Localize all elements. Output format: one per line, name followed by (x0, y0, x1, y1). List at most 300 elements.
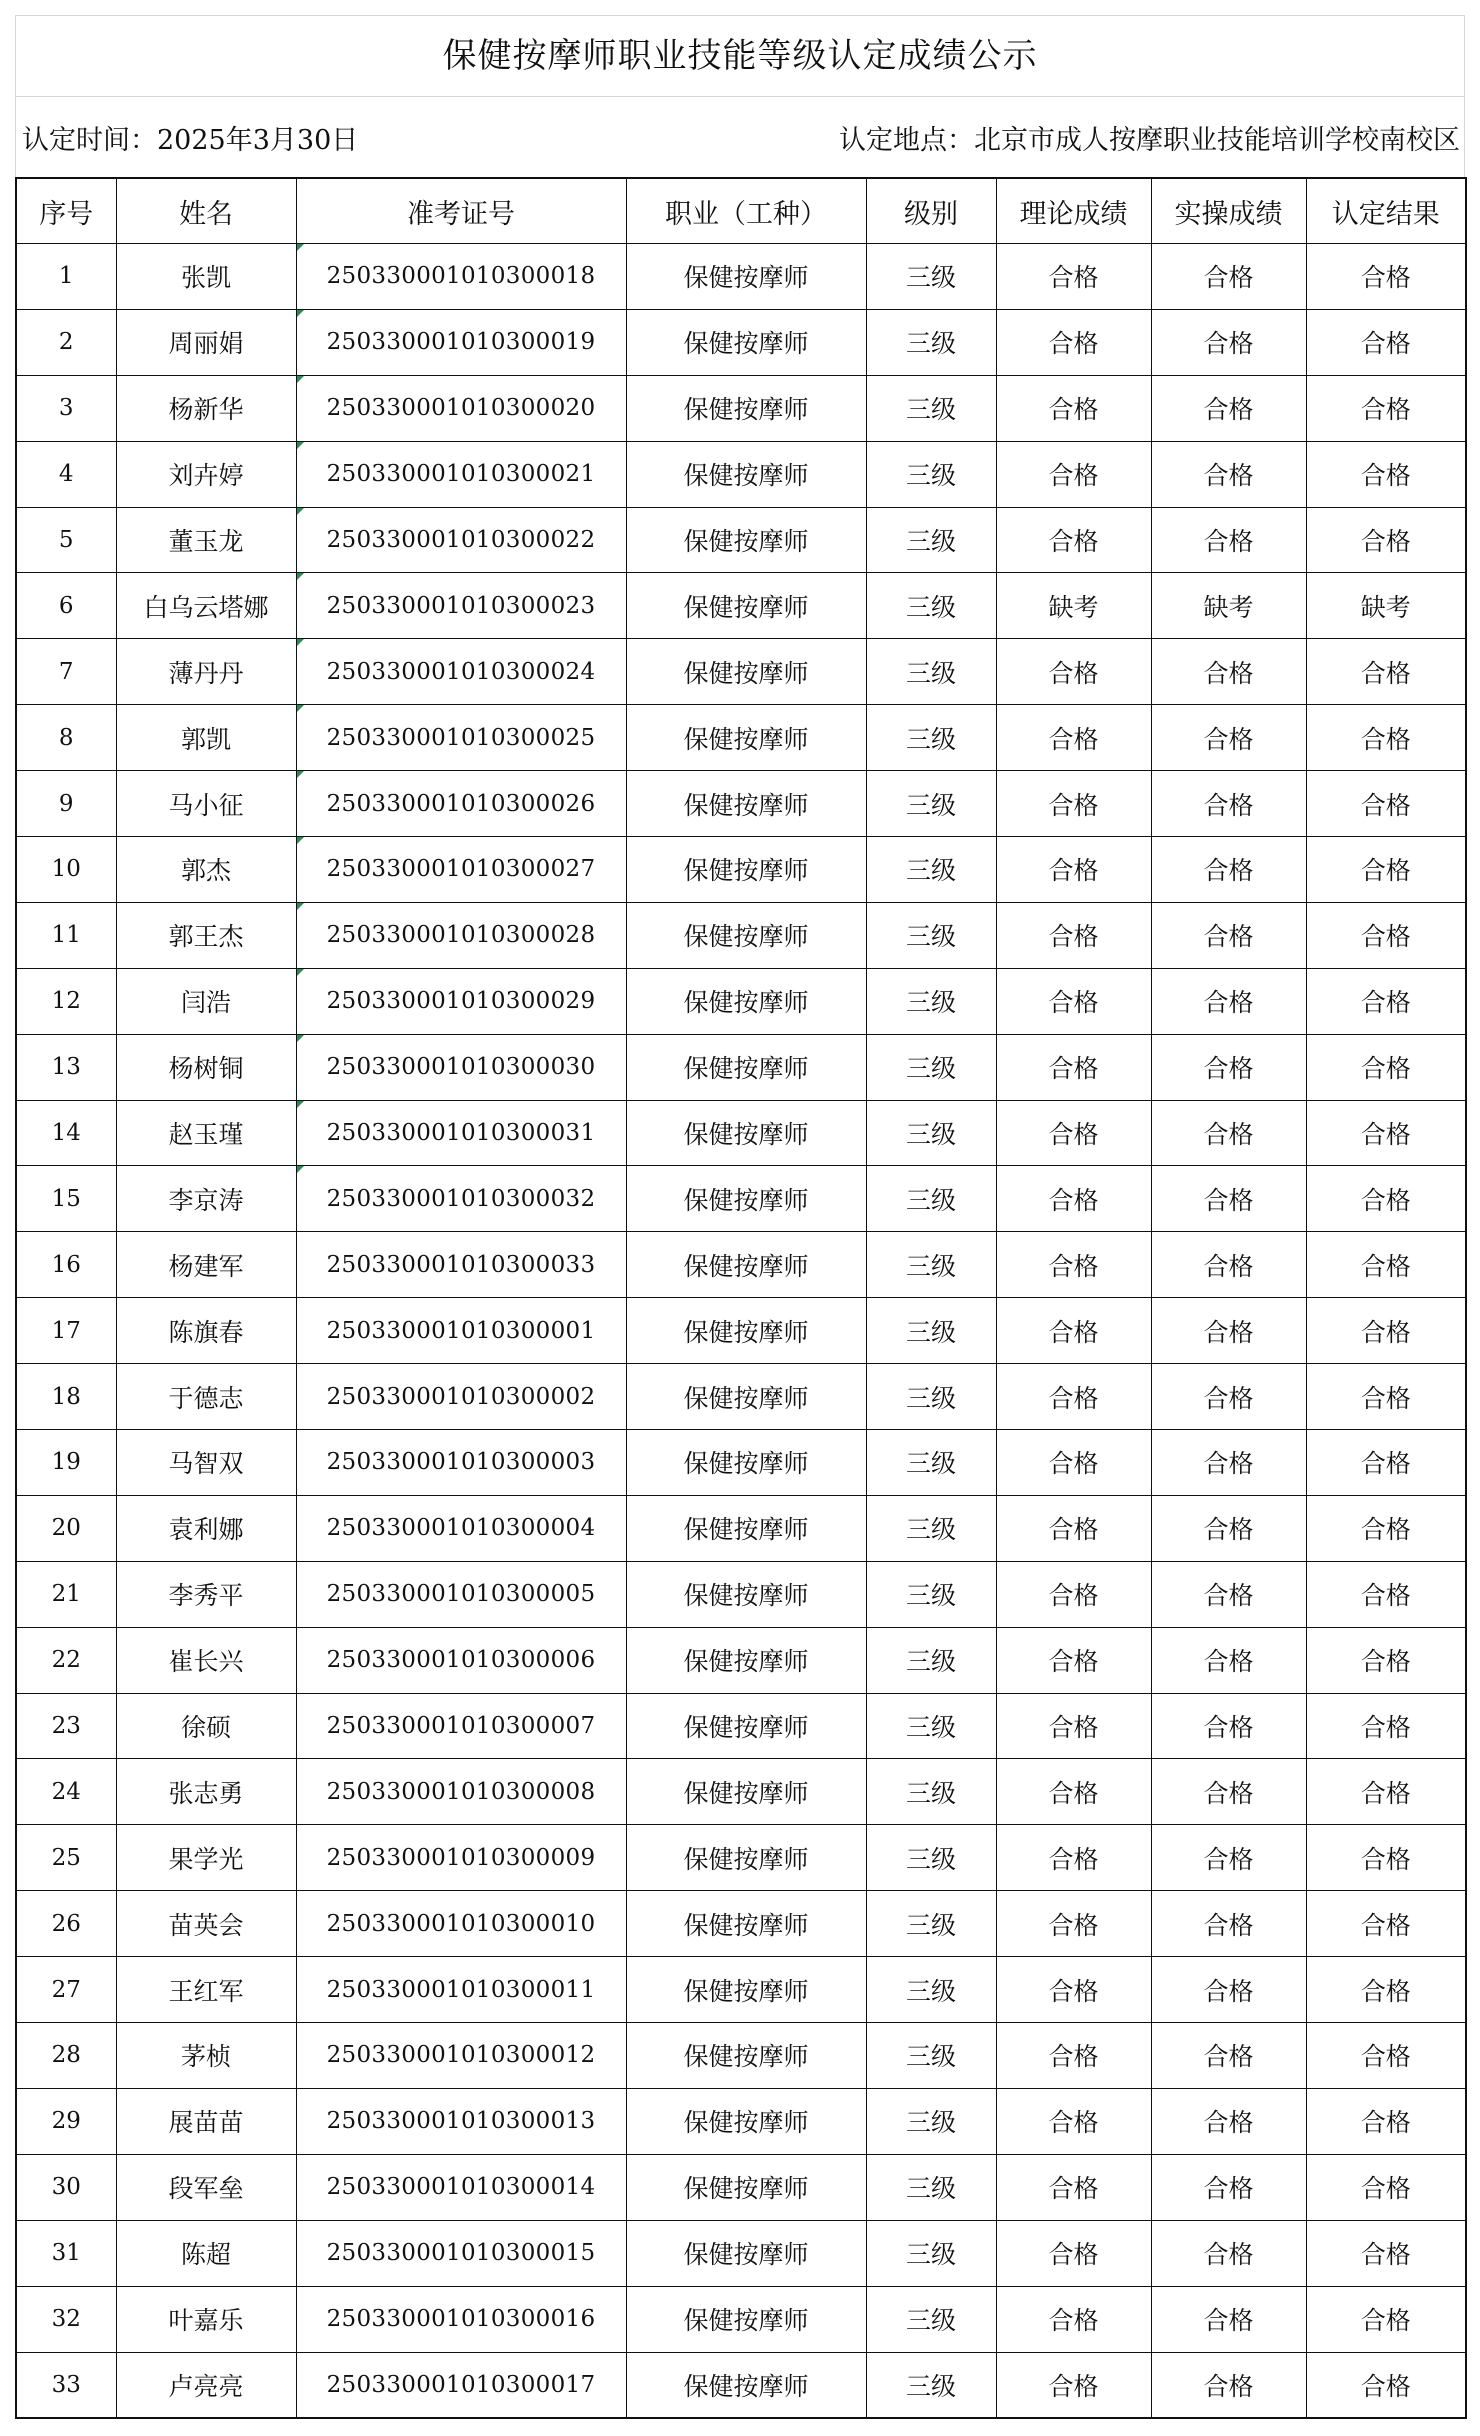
cell-name: 闫浩 (116, 968, 296, 1034)
cell-no: 26 (16, 1891, 116, 1957)
cell-result: 缺考 (1306, 573, 1466, 639)
cell-job: 保健按摩师 (626, 705, 866, 771)
table-row (16, 2154, 1466, 2220)
cell-no: 15 (16, 1166, 116, 1232)
table-row (16, 244, 1466, 310)
cell-level: 三级 (866, 441, 996, 507)
cell-no: 4 (16, 441, 116, 507)
cell-name: 展苗苗 (116, 2088, 296, 2154)
cell-no: 14 (16, 1100, 116, 1166)
cell-theory: 合格 (996, 1364, 1151, 1430)
cell-practice: 合格 (1151, 771, 1306, 837)
cell-job: 保健按摩师 (626, 968, 866, 1034)
cell-name: 郭凯 (116, 705, 296, 771)
cell-ticket: 250330001010300024 (296, 639, 626, 705)
cell-job: 保健按摩师 (626, 1891, 866, 1957)
cell-job: 保健按摩师 (626, 1561, 866, 1627)
cell-name: 杨建军 (116, 1232, 296, 1298)
certification-time: 认定时间：2025年3月30日 (22, 124, 359, 156)
table-row (16, 1034, 1466, 1100)
table-row (16, 309, 1466, 375)
cell-result: 合格 (1306, 1627, 1466, 1693)
cell-theory: 合格 (996, 507, 1151, 573)
cell-level: 三级 (866, 1166, 996, 1232)
cell-result: 合格 (1306, 1166, 1466, 1232)
header-theory: 理论成绩 (996, 178, 1151, 244)
header-result: 认定结果 (1306, 178, 1466, 244)
cell-job: 保健按摩师 (626, 507, 866, 573)
cell-level: 三级 (866, 244, 996, 310)
cell-name: 陈旗春 (116, 1298, 296, 1364)
cell-theory: 合格 (996, 771, 1151, 837)
cell-ticket: 250330001010300015 (296, 2220, 626, 2286)
cell-theory: 合格 (996, 1627, 1151, 1693)
cell-level: 三级 (866, 968, 996, 1034)
cell-level: 三级 (866, 2220, 996, 2286)
cell-result: 合格 (1306, 1891, 1466, 1957)
cell-result: 合格 (1306, 1561, 1466, 1627)
results-sheet (15, 15, 1465, 2419)
header-level: 级别 (866, 178, 996, 244)
cell-result: 合格 (1306, 1825, 1466, 1891)
table-row (16, 968, 1466, 1034)
cell-practice: 合格 (1151, 639, 1306, 705)
cell-level: 三级 (866, 1298, 996, 1364)
cell-level: 三级 (866, 1759, 996, 1825)
cell-job: 保健按摩师 (626, 837, 866, 903)
header-ticket: 准考证号 (296, 178, 626, 244)
cell-level: 三级 (866, 2352, 996, 2418)
cell-theory: 合格 (996, 2154, 1151, 2220)
table-row (16, 441, 1466, 507)
cell-theory: 合格 (996, 309, 1151, 375)
cell-job: 保健按摩师 (626, 1232, 866, 1298)
table-row (16, 1627, 1466, 1693)
cell-ticket: 250330001010300031 (296, 1100, 626, 1166)
cell-result: 合格 (1306, 1100, 1466, 1166)
certification-place: 认定地点：北京市成人按摩职业技能培训学校南校区 (839, 124, 1460, 156)
cell-result: 合格 (1306, 441, 1466, 507)
cell-practice: 合格 (1151, 1364, 1306, 1430)
meta-row (15, 97, 1465, 177)
cell-name: 薄丹丹 (116, 639, 296, 705)
cell-result: 合格 (1306, 1034, 1466, 1100)
cell-theory: 合格 (996, 1166, 1151, 1232)
cell-job: 保健按摩师 (626, 2023, 866, 2089)
cell-level: 三级 (866, 1100, 996, 1166)
table-row (16, 705, 1466, 771)
table-row (16, 1495, 1466, 1561)
cell-name: 李秀平 (116, 1561, 296, 1627)
results-table (15, 177, 1467, 2419)
cell-level: 三级 (866, 2154, 996, 2220)
cell-name: 周丽娟 (116, 309, 296, 375)
cell-job: 保健按摩师 (626, 902, 866, 968)
cell-ticket: 250330001010300016 (296, 2286, 626, 2352)
cell-job: 保健按摩师 (626, 441, 866, 507)
cell-result: 合格 (1306, 2088, 1466, 2154)
cell-practice: 合格 (1151, 2088, 1306, 2154)
cell-job: 保健按摩师 (626, 2352, 866, 2418)
table-row (16, 1561, 1466, 1627)
table-row (16, 639, 1466, 705)
cell-practice: 合格 (1151, 1100, 1306, 1166)
cell-ticket: 250330001010300005 (296, 1561, 626, 1627)
cell-name: 白乌云塔娜 (116, 573, 296, 639)
cell-name: 刘卉婷 (116, 441, 296, 507)
cell-no: 11 (16, 902, 116, 968)
cell-practice: 合格 (1151, 375, 1306, 441)
cell-result: 合格 (1306, 639, 1466, 705)
table-row (16, 2088, 1466, 2154)
cell-theory: 合格 (996, 2023, 1151, 2089)
table-row (16, 1891, 1466, 1957)
cell-result: 合格 (1306, 244, 1466, 310)
cell-job: 保健按摩师 (626, 1100, 866, 1166)
cell-level: 三级 (866, 1891, 996, 1957)
cell-result: 合格 (1306, 1495, 1466, 1561)
header-practice: 实操成绩 (1151, 178, 1306, 244)
cell-ticket: 250330001010300028 (296, 902, 626, 968)
cell-level: 三级 (866, 1364, 996, 1430)
cell-practice: 合格 (1151, 244, 1306, 310)
cell-name: 马智双 (116, 1430, 296, 1496)
cell-practice: 合格 (1151, 2220, 1306, 2286)
cell-practice: 合格 (1151, 309, 1306, 375)
cell-ticket: 250330001010300023 (296, 573, 626, 639)
cell-job: 保健按摩师 (626, 1364, 866, 1430)
cell-level: 三级 (866, 1034, 996, 1100)
cell-result: 合格 (1306, 771, 1466, 837)
cell-level: 三级 (866, 705, 996, 771)
cell-ticket: 250330001010300014 (296, 2154, 626, 2220)
cell-level: 三级 (866, 1627, 996, 1693)
cell-level: 三级 (866, 639, 996, 705)
cell-no: 28 (16, 2023, 116, 2089)
cell-practice: 合格 (1151, 1166, 1306, 1232)
cell-level: 三级 (866, 1825, 996, 1891)
cell-job: 保健按摩师 (626, 2286, 866, 2352)
table-row (16, 1759, 1466, 1825)
cell-ticket: 250330001010300003 (296, 1430, 626, 1496)
cell-no: 3 (16, 375, 116, 441)
table-body (16, 244, 1466, 2419)
cell-name: 董玉龙 (116, 507, 296, 573)
cell-no: 12 (16, 968, 116, 1034)
cell-practice: 合格 (1151, 1825, 1306, 1891)
cell-name: 茅桢 (116, 2023, 296, 2089)
cell-job: 保健按摩师 (626, 771, 866, 837)
cell-job: 保健按摩师 (626, 1627, 866, 1693)
cell-ticket: 250330001010300008 (296, 1759, 626, 1825)
cell-level: 三级 (866, 573, 996, 639)
table-row (16, 1232, 1466, 1298)
cell-ticket: 250330001010300026 (296, 771, 626, 837)
cell-level: 三级 (866, 309, 996, 375)
cell-ticket: 250330001010300011 (296, 1957, 626, 2023)
cell-result: 合格 (1306, 837, 1466, 903)
cell-theory: 合格 (996, 1100, 1151, 1166)
cell-no: 25 (16, 1825, 116, 1891)
cell-practice: 合格 (1151, 837, 1306, 903)
cell-practice: 合格 (1151, 441, 1306, 507)
cell-ticket: 250330001010300017 (296, 2352, 626, 2418)
cell-ticket: 250330001010300029 (296, 968, 626, 1034)
cell-practice: 合格 (1151, 1759, 1306, 1825)
cell-ticket: 250330001010300021 (296, 441, 626, 507)
cell-name: 卢亮亮 (116, 2352, 296, 2418)
cell-practice: 合格 (1151, 1561, 1306, 1627)
cell-ticket: 250330001010300020 (296, 375, 626, 441)
cell-practice: 缺考 (1151, 573, 1306, 639)
table-row (16, 2286, 1466, 2352)
table-row (16, 2352, 1466, 2418)
cell-no: 31 (16, 2220, 116, 2286)
cell-no: 20 (16, 1495, 116, 1561)
cell-result: 合格 (1306, 968, 1466, 1034)
cell-theory: 合格 (996, 1495, 1151, 1561)
cell-result: 合格 (1306, 1232, 1466, 1298)
cell-practice: 合格 (1151, 902, 1306, 968)
cell-no: 2 (16, 309, 116, 375)
table-header-row (16, 178, 1466, 244)
cell-theory: 合格 (996, 1034, 1151, 1100)
cell-practice: 合格 (1151, 1495, 1306, 1561)
cell-ticket: 250330001010300007 (296, 1693, 626, 1759)
cell-no: 19 (16, 1430, 116, 1496)
cell-result: 合格 (1306, 507, 1466, 573)
cell-no: 23 (16, 1693, 116, 1759)
cell-level: 三级 (866, 507, 996, 573)
cell-name: 袁利娜 (116, 1495, 296, 1561)
cell-theory: 合格 (996, 705, 1151, 771)
cell-job: 保健按摩师 (626, 1034, 866, 1100)
table-row (16, 573, 1466, 639)
cell-name: 杨树铜 (116, 1034, 296, 1100)
header-name: 姓名 (116, 178, 296, 244)
cell-job: 保健按摩师 (626, 639, 866, 705)
cell-no: 21 (16, 1561, 116, 1627)
cell-job: 保健按摩师 (626, 1495, 866, 1561)
cell-practice: 合格 (1151, 2154, 1306, 2220)
cell-result: 合格 (1306, 1957, 1466, 2023)
cell-practice: 合格 (1151, 1957, 1306, 2023)
cell-job: 保健按摩师 (626, 1957, 866, 2023)
cell-result: 合格 (1306, 2154, 1466, 2220)
cell-level: 三级 (866, 1957, 996, 2023)
cell-name: 马小征 (116, 771, 296, 837)
cell-job: 保健按摩师 (626, 244, 866, 310)
cell-theory: 合格 (996, 441, 1151, 507)
cell-job: 保健按摩师 (626, 2154, 866, 2220)
cell-ticket: 250330001010300013 (296, 2088, 626, 2154)
cell-job: 保健按摩师 (626, 2220, 866, 2286)
cell-practice: 合格 (1151, 1298, 1306, 1364)
cell-no: 5 (16, 507, 116, 573)
table-row (16, 1298, 1466, 1364)
cell-practice: 合格 (1151, 1034, 1306, 1100)
cell-practice: 合格 (1151, 705, 1306, 771)
cell-theory: 合格 (996, 1430, 1151, 1496)
cell-result: 合格 (1306, 1364, 1466, 1430)
cell-job: 保健按摩师 (626, 573, 866, 639)
cell-name: 郭杰 (116, 837, 296, 903)
cell-level: 三级 (866, 902, 996, 968)
cell-theory: 合格 (996, 375, 1151, 441)
cell-no: 1 (16, 244, 116, 310)
cell-result: 合格 (1306, 902, 1466, 968)
cell-result: 合格 (1306, 1759, 1466, 1825)
cell-no: 13 (16, 1034, 116, 1100)
cell-job: 保健按摩师 (626, 1825, 866, 1891)
cell-practice: 合格 (1151, 2023, 1306, 2089)
cell-name: 张凯 (116, 244, 296, 310)
cell-result: 合格 (1306, 375, 1466, 441)
cell-level: 三级 (866, 1495, 996, 1561)
cell-name: 段军垒 (116, 2154, 296, 2220)
cell-theory: 合格 (996, 837, 1151, 903)
cell-practice: 合格 (1151, 1232, 1306, 1298)
cell-theory: 缺考 (996, 573, 1151, 639)
cell-no: 7 (16, 639, 116, 705)
cell-result: 合格 (1306, 309, 1466, 375)
cell-level: 三级 (866, 2286, 996, 2352)
cell-ticket: 250330001010300019 (296, 309, 626, 375)
cell-theory: 合格 (996, 968, 1151, 1034)
page-title: 保健按摩师职业技能等级认定成绩公示 (15, 15, 1465, 97)
cell-theory: 合格 (996, 1693, 1151, 1759)
cell-theory: 合格 (996, 1825, 1151, 1891)
cell-no: 30 (16, 2154, 116, 2220)
cell-theory: 合格 (996, 1891, 1151, 1957)
cell-practice: 合格 (1151, 1693, 1306, 1759)
cell-theory: 合格 (996, 1298, 1151, 1364)
cell-practice: 合格 (1151, 1627, 1306, 1693)
cell-result: 合格 (1306, 2023, 1466, 2089)
cell-name: 徐硕 (116, 1693, 296, 1759)
cell-theory: 合格 (996, 902, 1151, 968)
cell-level: 三级 (866, 2023, 996, 2089)
cell-job: 保健按摩师 (626, 375, 866, 441)
cell-ticket: 250330001010300002 (296, 1364, 626, 1430)
table-row (16, 902, 1466, 968)
cell-name: 苗英会 (116, 1891, 296, 1957)
cell-level: 三级 (866, 837, 996, 903)
cell-no: 6 (16, 573, 116, 639)
cell-practice: 合格 (1151, 968, 1306, 1034)
cell-job: 保健按摩师 (626, 1166, 866, 1232)
cell-no: 10 (16, 837, 116, 903)
cell-theory: 合格 (996, 1759, 1151, 1825)
header-job: 职业（工种） (626, 178, 866, 244)
cell-no: 32 (16, 2286, 116, 2352)
cell-name: 果学光 (116, 1825, 296, 1891)
cell-theory: 合格 (996, 1957, 1151, 2023)
cell-name: 王红军 (116, 1957, 296, 2023)
cell-no: 16 (16, 1232, 116, 1298)
cell-name: 叶嘉乐 (116, 2286, 296, 2352)
cell-name: 于德志 (116, 1364, 296, 1430)
cell-theory: 合格 (996, 244, 1151, 310)
cell-practice: 合格 (1151, 2286, 1306, 2352)
cell-level: 三级 (866, 2088, 996, 2154)
table-row (16, 771, 1466, 837)
cell-level: 三级 (866, 771, 996, 837)
cell-job: 保健按摩师 (626, 1693, 866, 1759)
cell-level: 三级 (866, 375, 996, 441)
cell-theory: 合格 (996, 2286, 1151, 2352)
table-row (16, 1430, 1466, 1496)
cell-no: 22 (16, 1627, 116, 1693)
cell-ticket: 250330001010300025 (296, 705, 626, 771)
cell-ticket: 250330001010300010 (296, 1891, 626, 1957)
cell-name: 崔长兴 (116, 1627, 296, 1693)
cell-name: 李京涛 (116, 1166, 296, 1232)
cell-result: 合格 (1306, 705, 1466, 771)
cell-no: 9 (16, 771, 116, 837)
header-no: 序号 (16, 178, 116, 244)
cell-result: 合格 (1306, 1693, 1466, 1759)
cell-ticket: 250330001010300004 (296, 1495, 626, 1561)
cell-ticket: 250330001010300012 (296, 2023, 626, 2089)
cell-job: 保健按摩师 (626, 1759, 866, 1825)
cell-theory: 合格 (996, 2220, 1151, 2286)
cell-practice: 合格 (1151, 1891, 1306, 1957)
cell-name: 陈超 (116, 2220, 296, 2286)
table-row (16, 837, 1466, 903)
cell-result: 合格 (1306, 1430, 1466, 1496)
cell-job: 保健按摩师 (626, 1430, 866, 1496)
cell-level: 三级 (866, 1693, 996, 1759)
cell-no: 8 (16, 705, 116, 771)
cell-ticket: 250330001010300030 (296, 1034, 626, 1100)
cell-theory: 合格 (996, 1561, 1151, 1627)
cell-practice: 合格 (1151, 1430, 1306, 1496)
table-row (16, 2023, 1466, 2089)
cell-level: 三级 (866, 1232, 996, 1298)
cell-result: 合格 (1306, 1298, 1466, 1364)
cell-ticket: 250330001010300006 (296, 1627, 626, 1693)
cell-no: 24 (16, 1759, 116, 1825)
cell-practice: 合格 (1151, 507, 1306, 573)
cell-level: 三级 (866, 1561, 996, 1627)
cell-no: 33 (16, 2352, 116, 2418)
cell-no: 18 (16, 1364, 116, 1430)
cell-practice: 合格 (1151, 2352, 1306, 2418)
cell-ticket: 250330001010300033 (296, 1232, 626, 1298)
cell-no: 17 (16, 1298, 116, 1364)
table-row (16, 1825, 1466, 1891)
cell-result: 合格 (1306, 2286, 1466, 2352)
table-row (16, 1364, 1466, 1430)
cell-no: 27 (16, 1957, 116, 2023)
cell-job: 保健按摩师 (626, 1298, 866, 1364)
table-row (16, 2220, 1466, 2286)
table-row (16, 1693, 1466, 1759)
cell-no: 29 (16, 2088, 116, 2154)
table-row (16, 1957, 1466, 2023)
cell-theory: 合格 (996, 639, 1151, 705)
table-row (16, 1100, 1466, 1166)
table-row (16, 1166, 1466, 1232)
cell-result: 合格 (1306, 2220, 1466, 2286)
cell-name: 赵玉瑾 (116, 1100, 296, 1166)
cell-name: 杨新华 (116, 375, 296, 441)
cell-ticket: 250330001010300032 (296, 1166, 626, 1232)
cell-result: 合格 (1306, 2352, 1466, 2418)
table-row (16, 375, 1466, 441)
cell-level: 三级 (866, 1430, 996, 1496)
